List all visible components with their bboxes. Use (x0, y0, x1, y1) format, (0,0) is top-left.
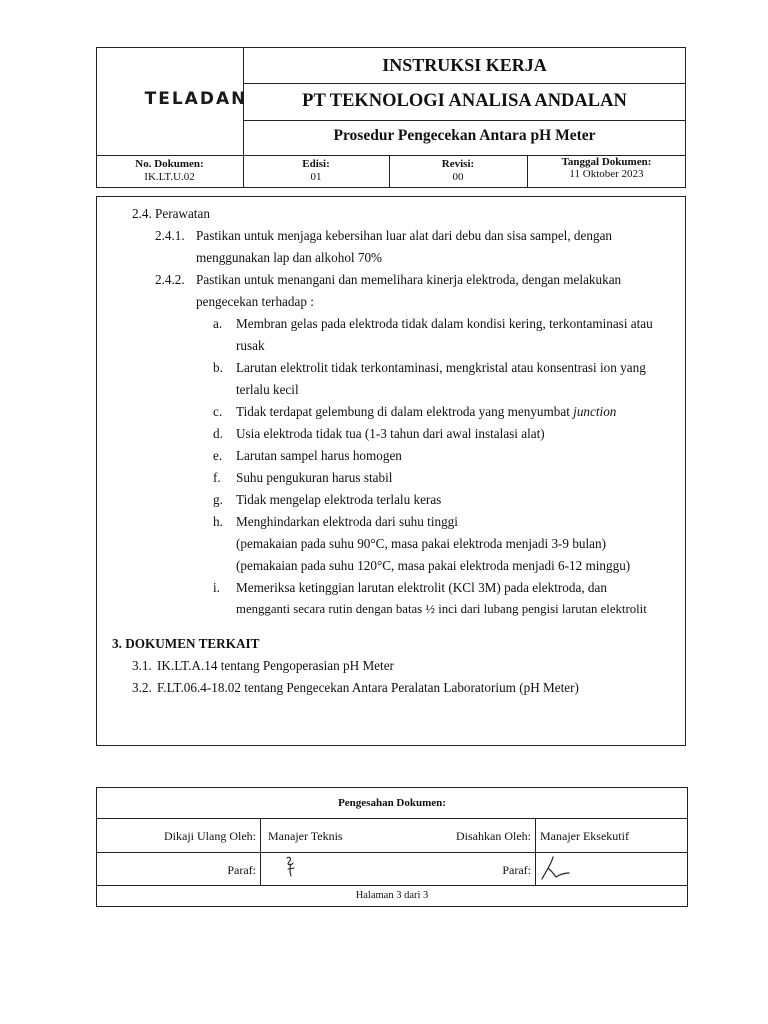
header-divider-2 (243, 120, 686, 121)
item-i-line-1: Memeriksa ketinggian larutan elektrolit (KCl 3M) pada elektroda, dan (236, 580, 607, 595)
item-i-line-2: mengganti secara rutin dengan batas ½ inci dari lubang pengisi larutan elektrolit (236, 602, 647, 616)
section-3-1-number: 3.1. (132, 658, 152, 673)
document-type-title: INSTRUKSI KERJA (382, 55, 547, 75)
section-2-4-1-number: 2.4.1. (155, 228, 185, 243)
item-d-marker: d. (213, 426, 223, 441)
document-date-label: Tanggal Dokumen: (561, 156, 652, 168)
revision-label: Revisi: (441, 158, 475, 170)
company-logo: TELADAN (144, 89, 248, 109)
doc-no-label: No. Dokumen: (135, 158, 204, 170)
item-d-text: Usia elektroda tidak tua (1-3 tahun dari awal instalasi alat) (236, 426, 545, 441)
edition-value: 01 (310, 171, 322, 183)
procedure-title: Prosedur Pengecekan Antara pH Meter (333, 127, 596, 144)
section-2-4-2-number: 2.4.2. (155, 272, 185, 287)
reviewed-by-label: Dikaji Ulang Oleh: (164, 829, 256, 843)
item-a-marker: a. (213, 316, 223, 331)
item-b-line-2: terlalu kecil (236, 382, 299, 397)
item-c-text (236, 404, 616, 420)
item-h-line-2: (pemakaian pada suhu 90°C, masa pakai elektroda menjadi 3-9 bulan) (236, 536, 607, 551)
item-b-line-1: Larutan elektrolit tidak terkontaminasi, mengkristal atau konsentrasi ion yang (236, 360, 646, 375)
paraf-label-left: Paraf: (227, 863, 256, 877)
item-e-text: Larutan sampel harus homogen (236, 448, 402, 463)
section-3-1-text: IK.LT.A.14 tentang Pengoperasian pH Meter (157, 658, 394, 673)
section-3-2-text: F.LT.06.4-18.02 tentang Pengecekan Antara Peralatan Laboratorium (pH Meter) (157, 680, 579, 695)
item-h-line-1: Menghindarkan elektroda dari suhu tinggi (236, 514, 458, 529)
item-h-line-3: (pemakaian pada suhu 120°C, masa pakai elektroda menjadi 6-12 minggu) (236, 558, 631, 573)
revision-value: 00 (452, 171, 464, 183)
reviewed-by-value: Manajer Teknis (268, 829, 343, 843)
section-3-heading: 3. DOKUMEN TERKAIT (112, 636, 260, 651)
item-c-marker: c. (213, 404, 223, 419)
approved-by-value: Manajer Eksekutif (540, 829, 629, 843)
approval-row-divider-1 (96, 818, 688, 819)
edition-label: Edisi: (302, 158, 330, 170)
item-a-line-2: rusak (236, 338, 265, 353)
item-b-marker: b. (213, 360, 223, 375)
approval-row-divider-2 (96, 852, 688, 853)
item-g-text: Tidak mengelap elektroda terlalu keras (236, 492, 442, 507)
item-c-main: Tidak terdapat gelembung di dalam elektroda yang menyumbat (236, 404, 570, 419)
section-3-2-number: 3.2. (132, 680, 152, 695)
section-2-4-2-line-1: Pastikan untuk menangani dan memelihara kinerja elektroda, dengan melakukan (196, 272, 622, 287)
approval-col-divider-1 (260, 818, 261, 885)
company-name: PT TEKNOLOGI ANALISA ANDALAN (302, 91, 627, 111)
approved-by-label: Disahkan Oleh: (456, 829, 531, 843)
approval-col-divider-2 (535, 818, 536, 885)
section-2-4-1-line-2: menggunakan lap dan alkohol 70% (196, 250, 383, 265)
item-e-marker: e. (213, 448, 223, 463)
paraf-label-right: Paraf: (502, 863, 531, 877)
section-2-4-2-line-2: pengecekan terhadap : (196, 294, 314, 309)
doc-no-value: IK.LT.U.02 (144, 171, 195, 183)
header-divider-1 (243, 83, 686, 84)
item-f-text: Suhu pengukuran harus stabil (236, 470, 393, 485)
item-i-marker: i. (213, 580, 220, 595)
item-f-marker: f. (213, 470, 221, 485)
signature-technical-manager (278, 854, 304, 880)
approval-title: Pengesahan Dokumen: (338, 797, 446, 809)
signature-executive-manager (539, 855, 571, 883)
item-h-marker: h. (213, 514, 223, 529)
document-date-value: 11 Oktober 2023 (569, 168, 644, 180)
page-number: Halaman 3 dari 3 (355, 890, 429, 901)
item-g-marker: g. (213, 492, 223, 507)
section-2-4-1-line-1: Pastikan untuk menjaga kebersihan luar alat dari debu dan sisa sampel, dengan (196, 228, 613, 243)
item-a-line-1: Membran gelas pada elektroda tidak dalam kondisi kering, terkontaminasi atau (236, 316, 653, 331)
item-c-junction: junction (573, 404, 617, 419)
section-2-4-number: 2.4. (132, 206, 152, 221)
approval-row-divider-3 (96, 885, 688, 886)
section-2-4-title: Perawatan (155, 206, 210, 221)
